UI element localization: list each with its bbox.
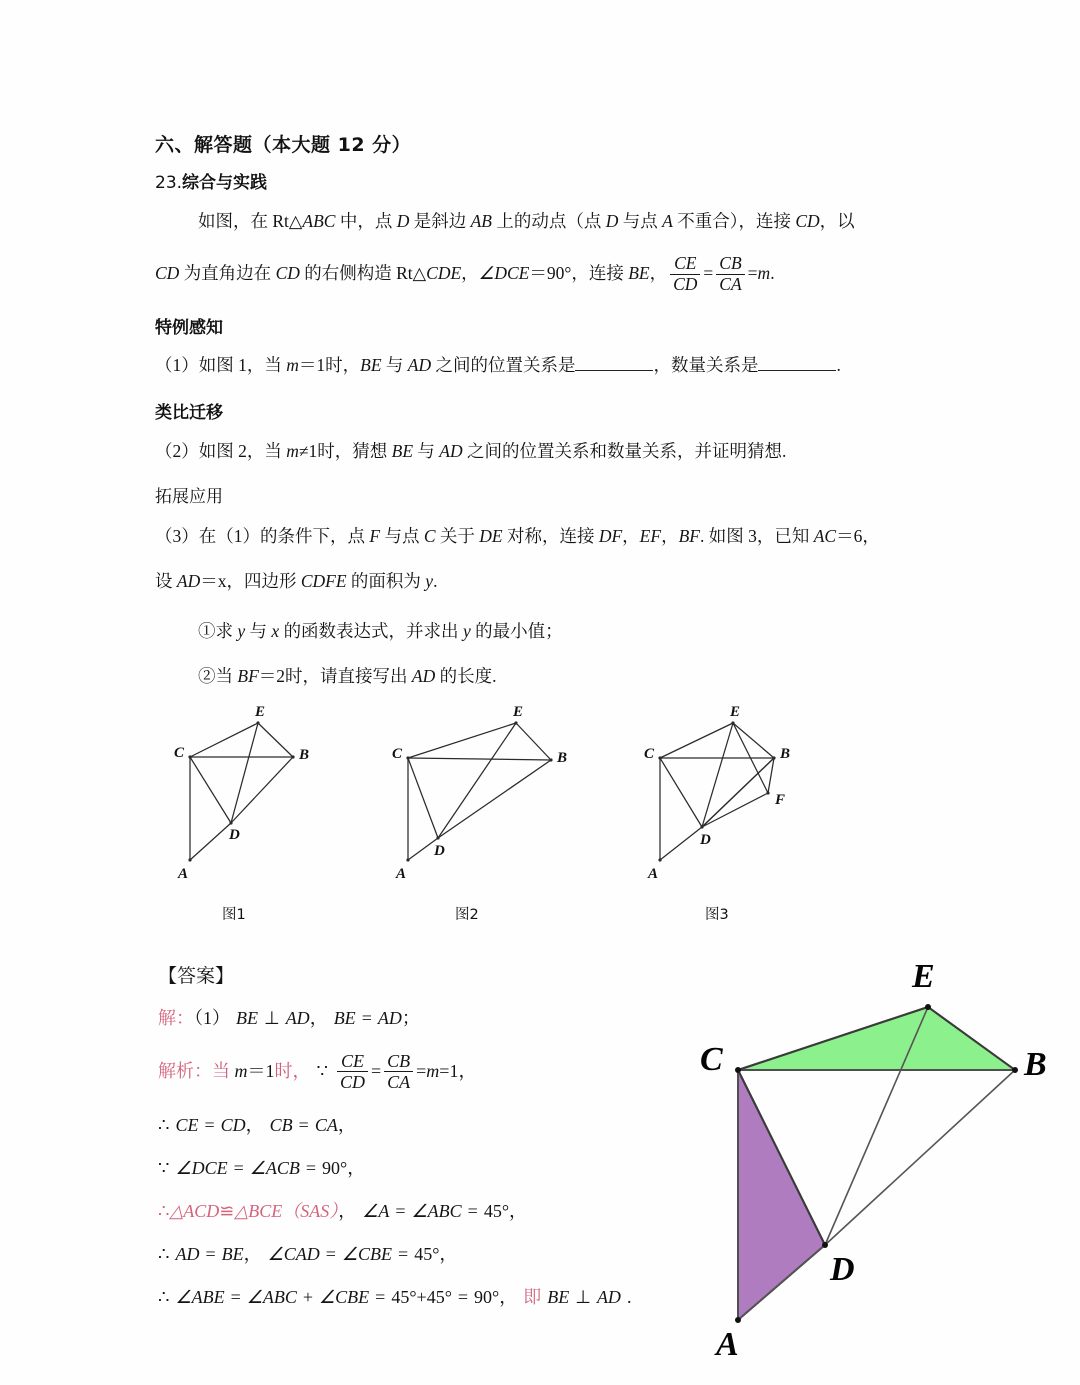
fig1-label-C: C (174, 745, 185, 761)
fraction-denominator: CD (670, 274, 700, 295)
a7-eq3: = (457, 1287, 469, 1307)
p1-be: BE (360, 355, 382, 375)
fraction-numerator: CE (674, 253, 697, 273)
a2-shi: 时， (274, 1060, 311, 1081)
part-heading-tuozhan: 拓展应用 (155, 487, 223, 507)
because-symbol-2: ∵ (158, 1158, 170, 1178)
fig1-label-D: D (229, 827, 240, 843)
fraction-ce-cd (670, 254, 700, 294)
p1-ad: AD (407, 355, 432, 375)
fig2-label-C: C (392, 746, 403, 762)
answer-frac-den-1: CD (337, 1071, 368, 1092)
fig2-label-D: D (434, 843, 445, 859)
stem2-e: ， (649, 263, 668, 284)
stem-text-d: 是斜边 (409, 211, 471, 231)
p3-b: 关于 (435, 526, 480, 546)
answer-analysis-label: 解析： (158, 1060, 212, 1081)
part-1-line (155, 352, 841, 378)
triangle-symbol-2: △ (412, 263, 427, 284)
p1-mid4: ，数量关系是 (653, 355, 759, 375)
stem2-equals-1: = (703, 263, 714, 284)
p3-a: 与点 (380, 526, 424, 546)
s2-pre: ②当 (198, 666, 238, 686)
part-heading-leibi: 类比迁移 (155, 403, 223, 423)
stem-ab: AB (470, 211, 492, 231)
a5-end: ， (509, 1201, 528, 1221)
a7-plus: + (302, 1287, 314, 1307)
a5-eq: = (395, 1201, 406, 1221)
answer-frac-num-1: CE (340, 1051, 364, 1071)
a2-e2: = (416, 1060, 427, 1081)
fig3-label-C: C (644, 746, 655, 762)
a2-m: m (234, 1060, 248, 1081)
p3l2-end: 的面积为 (346, 571, 426, 591)
s2-bf: BF (237, 666, 259, 686)
a5-tri-acd: △ACD (169, 1201, 220, 1221)
answer-blank-1[interactable] (575, 355, 653, 371)
a7-eq: = (230, 1287, 241, 1307)
a5-comma: ， (338, 1201, 357, 1221)
fig2-label-B: B (557, 750, 568, 766)
stem2-period: . (770, 263, 775, 284)
p3-ef: EF (639, 526, 662, 546)
p3-de: DE (479, 526, 503, 546)
p3-c: C (423, 526, 436, 546)
a7-eq2: = (375, 1287, 386, 1307)
p3l2-cdfe: CDFE (300, 571, 347, 591)
stem2-cd: CD (155, 263, 180, 284)
stem2-cde: CDE (426, 263, 462, 284)
p1-m: m (286, 355, 299, 375)
p3-ac: AC (813, 526, 837, 546)
a1-rest: （1） (194, 1008, 230, 1028)
figure-2-caption: 图2 (455, 907, 479, 923)
perp-symbol: ⊥ (264, 1008, 280, 1028)
big-label-B: B (1024, 1046, 1047, 1083)
stem-abc: ABC (302, 211, 336, 231)
a2-comma: ， (458, 1060, 477, 1081)
stem2-angle-dce: ∠DCE (478, 263, 530, 284)
s1-mid: 与 (245, 621, 272, 641)
a6-be: BE (221, 1244, 244, 1264)
fig3-label-E: E (730, 705, 741, 720)
a5-eq2: = (467, 1201, 478, 1221)
big-label-C: C (700, 1041, 723, 1078)
a2-eq1: ＝1 (247, 1060, 275, 1081)
a4-eq: = (233, 1158, 244, 1178)
because-symbol: ∵ (316, 1060, 328, 1081)
a3-ca: CA (314, 1115, 338, 1135)
a1-eq: = (361, 1008, 372, 1028)
s2-val: ＝2 (258, 666, 286, 686)
p3-e: ， (862, 526, 880, 546)
a1-ad: AD (285, 1008, 310, 1028)
stem2-be: BE (628, 263, 650, 284)
stem2-m: m (757, 263, 771, 284)
fig1-label-E: E (255, 705, 266, 720)
a4-angle-dce: ∠DCE (175, 1158, 228, 1178)
answer-line-5 (158, 1198, 527, 1225)
stem2-cd2: CD (275, 263, 300, 284)
a7-dot: . (626, 1287, 632, 1307)
a3-eq2: = (298, 1115, 309, 1135)
s2-ad: AD (411, 666, 436, 686)
p1-mid: 时， (325, 355, 361, 375)
fig3-label-D: D (700, 832, 711, 848)
stem2-d: ，连接 (571, 263, 629, 284)
a2-e1: = (370, 1060, 382, 1081)
a7-45a: 45° (391, 1287, 417, 1307)
figure-1-caption: 图1 (222, 907, 246, 923)
figure-3-caption: 图3 (705, 907, 729, 923)
a3-ce: CE (175, 1115, 199, 1135)
p1-mid3: 之间的位置关系是 (431, 355, 576, 375)
p2-eq: ≠1 (298, 441, 318, 461)
a5-45: 45° (483, 1201, 510, 1221)
p1-end: . (836, 355, 841, 375)
p3-c2: 对称，连接 (502, 526, 599, 546)
part-heading-teli: 特例感知 (155, 318, 223, 338)
p3l2-ad: AD (176, 571, 201, 591)
stem-line-2 (155, 255, 775, 295)
big-figure-diagram (690, 945, 1070, 1365)
a1-semi: ； (401, 1008, 420, 1028)
therefore-symbol-3: ∴ (158, 1244, 170, 1264)
stem-text-g: 不重合），连接 (672, 211, 796, 231)
a4-eq2: = (305, 1158, 317, 1178)
p3-bf: BF (678, 526, 700, 546)
a7-angle-cbe: ∠CBE (319, 1287, 370, 1307)
answer-line-4 (158, 1155, 365, 1182)
answer-fraction-ce-cd (337, 1051, 368, 1092)
fig2-label-E: E (513, 705, 524, 720)
answer-fraction-cb-ca (384, 1051, 413, 1092)
a4-90: 90° (322, 1158, 348, 1178)
p2-pre: （2）如图 2，当 (155, 441, 287, 461)
green-triangle-ceb (738, 1007, 1015, 1070)
answer-line-7 (158, 1284, 631, 1311)
figure-2 (388, 705, 573, 890)
p3-pre: （3）在（1）的条件下，点 (155, 526, 370, 546)
answer-line-2 (158, 1052, 476, 1093)
p3-comma1: ， (622, 526, 640, 546)
answer-frac-den-2: CA (384, 1071, 413, 1092)
p3l2-mid: ，四边形 (226, 571, 301, 591)
answer-line-1 (158, 1005, 420, 1032)
a6-comma: ， (243, 1244, 262, 1264)
s1-pre: ①求 (198, 621, 238, 641)
stem2-b: 的右侧构造 Rt (299, 263, 413, 284)
a6-ad: AD (175, 1244, 200, 1264)
p1-pre: （1）如图 1，当 (155, 355, 287, 375)
a1-be2: BE (333, 1008, 356, 1028)
a5-sas: （SAS） (282, 1201, 339, 1221)
a5-angle-a: ∠A (362, 1201, 390, 1221)
a7-comma: ， (499, 1287, 518, 1307)
p2-be: BE (391, 441, 414, 461)
stem2-equals-2: = (747, 263, 758, 284)
section-heading: 六、解答题（本大题 12 分） (155, 134, 412, 156)
big-label-A: A (716, 1326, 739, 1363)
stem-text-h: ，以 (819, 211, 855, 231)
a3-end: ， (337, 1115, 356, 1135)
stem2-90: 90° (546, 263, 572, 284)
stem-line-1 (198, 208, 855, 234)
fig3-label-A: A (648, 866, 659, 882)
s1-y2: y (462, 621, 471, 641)
problem-number: 23. (155, 173, 183, 193)
fig1-label-B: B (299, 747, 310, 763)
stem-text-e: 上的动点（点 (491, 211, 606, 231)
fraction-numerator-2: CB (719, 253, 742, 273)
a1-comma: ， (309, 1008, 328, 1028)
a6-angle-cad: ∠CAD (267, 1244, 320, 1264)
big-label-E: E (912, 958, 935, 995)
p3l2-y: y (425, 571, 434, 591)
figure-1 (168, 705, 343, 890)
a7-be: BE (547, 1287, 570, 1307)
answer-line-6 (158, 1241, 457, 1268)
a7-90: 90° (474, 1287, 500, 1307)
s1-y: y (237, 621, 246, 641)
therefore-symbol-1: ∴ (158, 1115, 170, 1135)
p3-df: DF (598, 526, 623, 546)
big-label-D: D (830, 1251, 855, 1288)
fig1-label-A: A (178, 866, 189, 882)
p3l2-ad-val: ＝x (200, 571, 227, 591)
p2-m: m (286, 441, 299, 461)
congruent-symbol: ≌ (219, 1201, 235, 1221)
a7-angle-abc: ∠ABC (246, 1287, 297, 1307)
a7-ji: 即 (523, 1287, 542, 1307)
fig3-label-F: F (775, 792, 786, 808)
a4-angle-acb: ∠ACB (249, 1158, 300, 1178)
therefore-symbol-2: ∴ (158, 1201, 170, 1221)
a7-plus2: + (416, 1287, 427, 1307)
answer-line-3 (158, 1112, 356, 1139)
figure-3 (638, 705, 823, 890)
p3-ac-val: ＝6 (836, 526, 863, 546)
fig3-label-B: B (780, 746, 791, 762)
p1-mid2: 与 (381, 355, 408, 375)
problem-title-row (155, 168, 267, 193)
stem2-a: 为直角边在 (179, 263, 276, 284)
p3l2-dot: . (433, 571, 438, 591)
a2-dang: 当 (212, 1060, 235, 1081)
a4-end: ， (347, 1158, 366, 1178)
stem2-c: ， (461, 263, 479, 284)
stem-point-d2: D (605, 211, 619, 231)
a6-45: 45° (414, 1244, 440, 1264)
s1-tail: 的最小值； (470, 621, 563, 641)
stem2-eq: ＝ (529, 263, 547, 284)
a6-eq3: = (398, 1244, 409, 1264)
p2-mid2: 与 (413, 441, 440, 461)
stem-text-c: 中，点 (335, 211, 397, 231)
fraction-denominator-2: CA (716, 274, 744, 295)
s1-x: x (271, 621, 280, 641)
p3-d: . 如图 3，已知 (699, 526, 814, 546)
p2-ad: AD (439, 441, 463, 461)
stem-text-f: 与点 (618, 211, 663, 231)
stem-point-a: A (662, 211, 673, 231)
part-3-sub-2 (198, 663, 496, 689)
triangle-symbol: △ (288, 211, 303, 231)
a7-ad: AD (596, 1287, 621, 1307)
stem-text-a: 如图，在 Rt (198, 211, 289, 231)
stem-cd: CD (795, 211, 820, 231)
part-3-line-2 (155, 568, 437, 594)
a6-eq2: = (325, 1244, 336, 1264)
problem-title: 综合与实践 (182, 173, 268, 193)
s2-mid: 时，请直接写出 (285, 666, 412, 686)
s1-end: 的函数表达式，并求出 (279, 621, 463, 641)
a3-cb: CB (269, 1115, 293, 1135)
a6-angle-cbe: ∠CBE (341, 1244, 393, 1264)
p3-f: F (369, 526, 381, 546)
perp-symbol-2: ⊥ (575, 1287, 591, 1307)
a3-eq1: = (204, 1115, 215, 1135)
a2-m2: m (426, 1060, 440, 1081)
therefore-symbol-4: ∴ (158, 1287, 170, 1307)
p1-eq: ＝1 (298, 355, 326, 375)
s2-end: 的长度. (435, 666, 497, 686)
answer-blank-2[interactable] (758, 355, 836, 371)
part-2-line (155, 438, 786, 464)
a6-eq: = (205, 1244, 216, 1264)
a1-ad2: AD (377, 1008, 402, 1028)
p2-mid3: 之间的位置关系和数量关系，并证明猜想. (462, 441, 787, 461)
a5-angle-abc: ∠ABC (411, 1201, 462, 1221)
p3-comma2: ， (661, 526, 679, 546)
fig2-label-A: A (396, 866, 407, 882)
p2-mid: 时，猜想 (317, 441, 392, 461)
stem-point-d: D (396, 211, 410, 231)
a2-e3: =1 (439, 1060, 459, 1081)
a7-angle-abe: ∠ABE (175, 1287, 225, 1307)
p3l2-pre: 设 (155, 571, 177, 591)
a7-45b: 45° (426, 1287, 452, 1307)
a1-be: BE (236, 1008, 258, 1028)
part-3-sub-1 (198, 618, 563, 644)
answer-solution-label: 解： (158, 1008, 194, 1028)
a3-comma: ， (245, 1115, 264, 1135)
answer-heading: 【答案】 (158, 966, 235, 987)
a6-end: ， (439, 1244, 458, 1264)
answer-frac-num-2: CB (387, 1051, 411, 1071)
a3-cd: CD (220, 1115, 246, 1135)
part-3-line-1 (155, 523, 880, 549)
fraction-cb-ca (716, 254, 744, 294)
a5-tri-bce: △BCE (234, 1201, 283, 1221)
